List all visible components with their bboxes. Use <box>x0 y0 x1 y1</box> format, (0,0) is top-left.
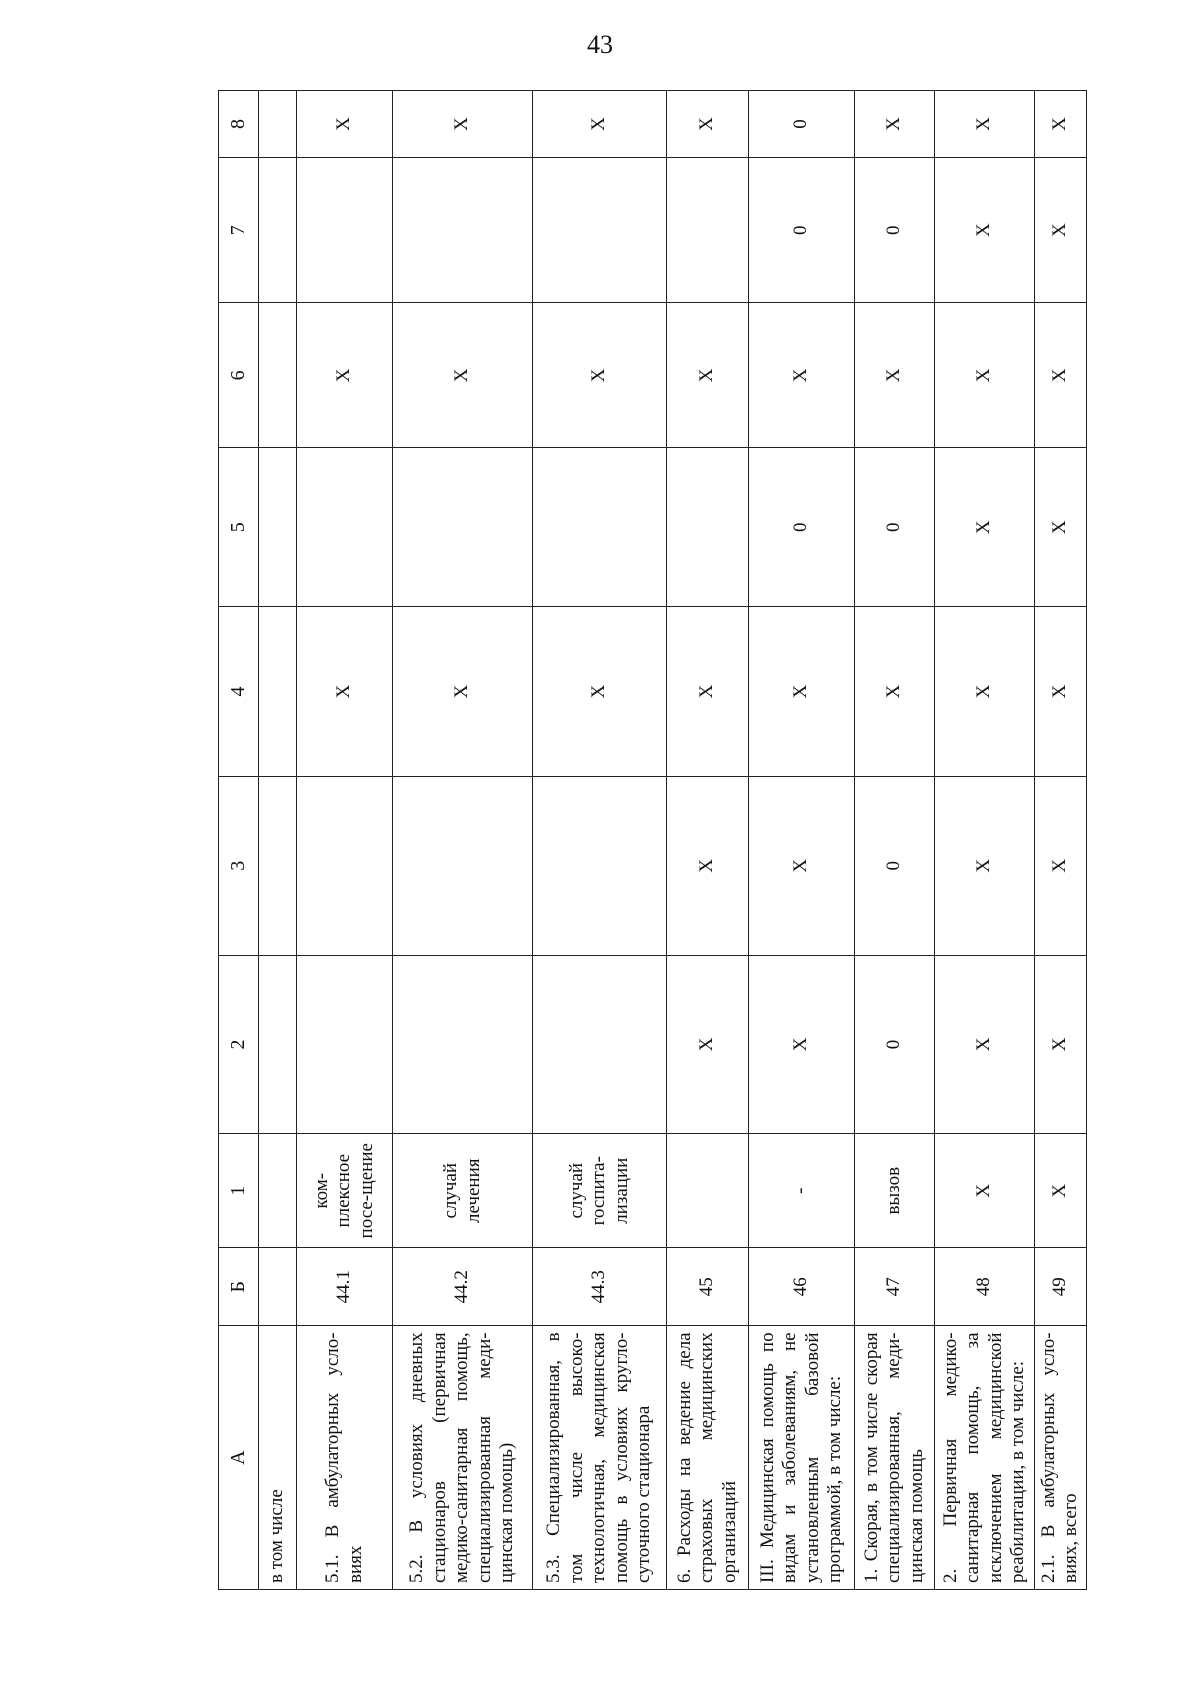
cell: Х <box>1035 1134 1087 1248</box>
row-name: 2.1. В амбулаторных усло-виях, всего <box>1035 1326 1087 1590</box>
row-name: 6. Расходы на ведение дела страховых медицинских организаций <box>667 1326 749 1590</box>
row-name: 1. Скорая, в том числе скорая специализированная, меди-цинская помощь <box>855 1326 935 1590</box>
cell <box>259 448 297 607</box>
cell <box>667 158 749 303</box>
header-cell: 4 <box>219 607 259 777</box>
cell: 0 <box>749 91 855 158</box>
cell: Х <box>935 607 1035 777</box>
cell: Х <box>393 303 533 448</box>
table-row <box>393 91 533 1590</box>
cell <box>259 1134 297 1248</box>
cell <box>259 776 297 955</box>
cell: Х <box>935 303 1035 448</box>
cell <box>393 955 533 1134</box>
cell: Х <box>749 303 855 448</box>
header-cell: 1 <box>219 1134 259 1248</box>
cell: Х <box>935 955 1035 1134</box>
cell <box>533 158 667 303</box>
cell: Х <box>533 303 667 448</box>
cell: Х <box>935 91 1035 158</box>
cell: случай госпита-лизации <box>533 1134 667 1248</box>
cell <box>297 448 393 607</box>
cell: 0 <box>855 448 935 607</box>
cell: ком-плексное посе-щение <box>297 1134 393 1248</box>
cell: 0 <box>749 448 855 607</box>
cell <box>667 1134 749 1248</box>
cell <box>667 448 749 607</box>
cell <box>533 776 667 955</box>
cell: - <box>749 1134 855 1248</box>
row-name: 5.2. В условиях дневных стационаров (первичная медико-санитарная помощь, специализированная меди-цинская помощь) <box>393 1326 533 1590</box>
cell: Х <box>533 91 667 158</box>
cell <box>259 91 297 158</box>
cell: Х <box>749 955 855 1134</box>
table-row <box>259 91 297 1590</box>
cell <box>259 303 297 448</box>
header-cell: 5 <box>219 448 259 607</box>
cell: Х <box>667 776 749 955</box>
cell: Х <box>1035 776 1087 955</box>
cell <box>393 158 533 303</box>
cell: Х <box>393 607 533 777</box>
rotated-table-wrapper <box>218 90 1082 1590</box>
cell: Х <box>855 91 935 158</box>
row-code: 46 <box>749 1248 855 1326</box>
row-code: 49 <box>1035 1248 1087 1326</box>
cell: Х <box>1035 91 1087 158</box>
cell: Х <box>533 607 667 777</box>
cell: 0 <box>855 955 935 1134</box>
cell: Х <box>1035 303 1087 448</box>
row-name: 2. Первичная медико-санитарная помощь, за исключением медицинской реабилитации, в том числе: <box>935 1326 1035 1590</box>
header-cell: 3 <box>219 776 259 955</box>
cell: Х <box>667 303 749 448</box>
cell: 0 <box>855 158 935 303</box>
cell <box>297 776 393 955</box>
cell: Х <box>749 607 855 777</box>
cell: Х <box>935 158 1035 303</box>
cell <box>393 448 533 607</box>
cell <box>393 776 533 955</box>
cell: Х <box>935 776 1035 955</box>
cell: Х <box>667 955 749 1134</box>
row-name: 5.1. В амбулаторных усло-виях <box>297 1326 393 1590</box>
header-cell: 2 <box>219 955 259 1134</box>
cell: Х <box>1035 955 1087 1134</box>
table-row <box>855 91 935 1590</box>
table-row <box>533 91 667 1590</box>
cell: Х <box>667 91 749 158</box>
header-cell: 8 <box>219 91 259 158</box>
cell <box>259 158 297 303</box>
row-code <box>259 1248 297 1326</box>
cell: Х <box>667 607 749 777</box>
page-number: 43 <box>587 30 613 59</box>
cell: Х <box>749 776 855 955</box>
header-cell: 7 <box>219 158 259 303</box>
header-cell: Б <box>219 1248 259 1326</box>
header-row <box>219 91 259 1590</box>
cell: Х <box>1035 448 1087 607</box>
row-code: 47 <box>855 1248 935 1326</box>
row-name: III. Медицинская помощь по видам и заболеваниям, не установленным базовой программой, в том числе: <box>749 1326 855 1590</box>
cell <box>259 955 297 1134</box>
cell <box>259 607 297 777</box>
row-code: 48 <box>935 1248 1035 1326</box>
cell <box>297 955 393 1134</box>
cell: Х <box>1035 158 1087 303</box>
row-code: 44.2 <box>393 1248 533 1326</box>
table-row <box>297 91 393 1590</box>
row-code: 44.1 <box>297 1248 393 1326</box>
header-cell: А <box>219 1326 259 1590</box>
data-table <box>218 90 1087 1590</box>
cell: вызов <box>855 1134 935 1248</box>
cell: Х <box>297 91 393 158</box>
cell: Х <box>297 607 393 777</box>
row-name: в том числе <box>259 1326 297 1590</box>
cell: Х <box>935 1134 1035 1248</box>
cell: Х <box>1035 607 1087 777</box>
row-code: 45 <box>667 1248 749 1326</box>
cell: Х <box>935 448 1035 607</box>
cell: случай лечения <box>393 1134 533 1248</box>
cell <box>533 955 667 1134</box>
table-row <box>935 91 1035 1590</box>
cell: Х <box>855 303 935 448</box>
cell: Х <box>855 607 935 777</box>
cell: 0 <box>855 776 935 955</box>
cell <box>297 158 393 303</box>
table-row <box>667 91 749 1590</box>
table-row <box>1035 91 1087 1590</box>
row-code: 44.3 <box>533 1248 667 1326</box>
cell <box>533 448 667 607</box>
table-row <box>749 91 855 1590</box>
cell: Х <box>297 303 393 448</box>
cell: Х <box>393 91 533 158</box>
row-name: 5.3. Специализированная, в том числе высоко-технологичная, медицинская помощь в условиях кругло-суточного стационара <box>533 1326 667 1590</box>
cell: 0 <box>749 158 855 303</box>
header-cell: 6 <box>219 303 259 448</box>
